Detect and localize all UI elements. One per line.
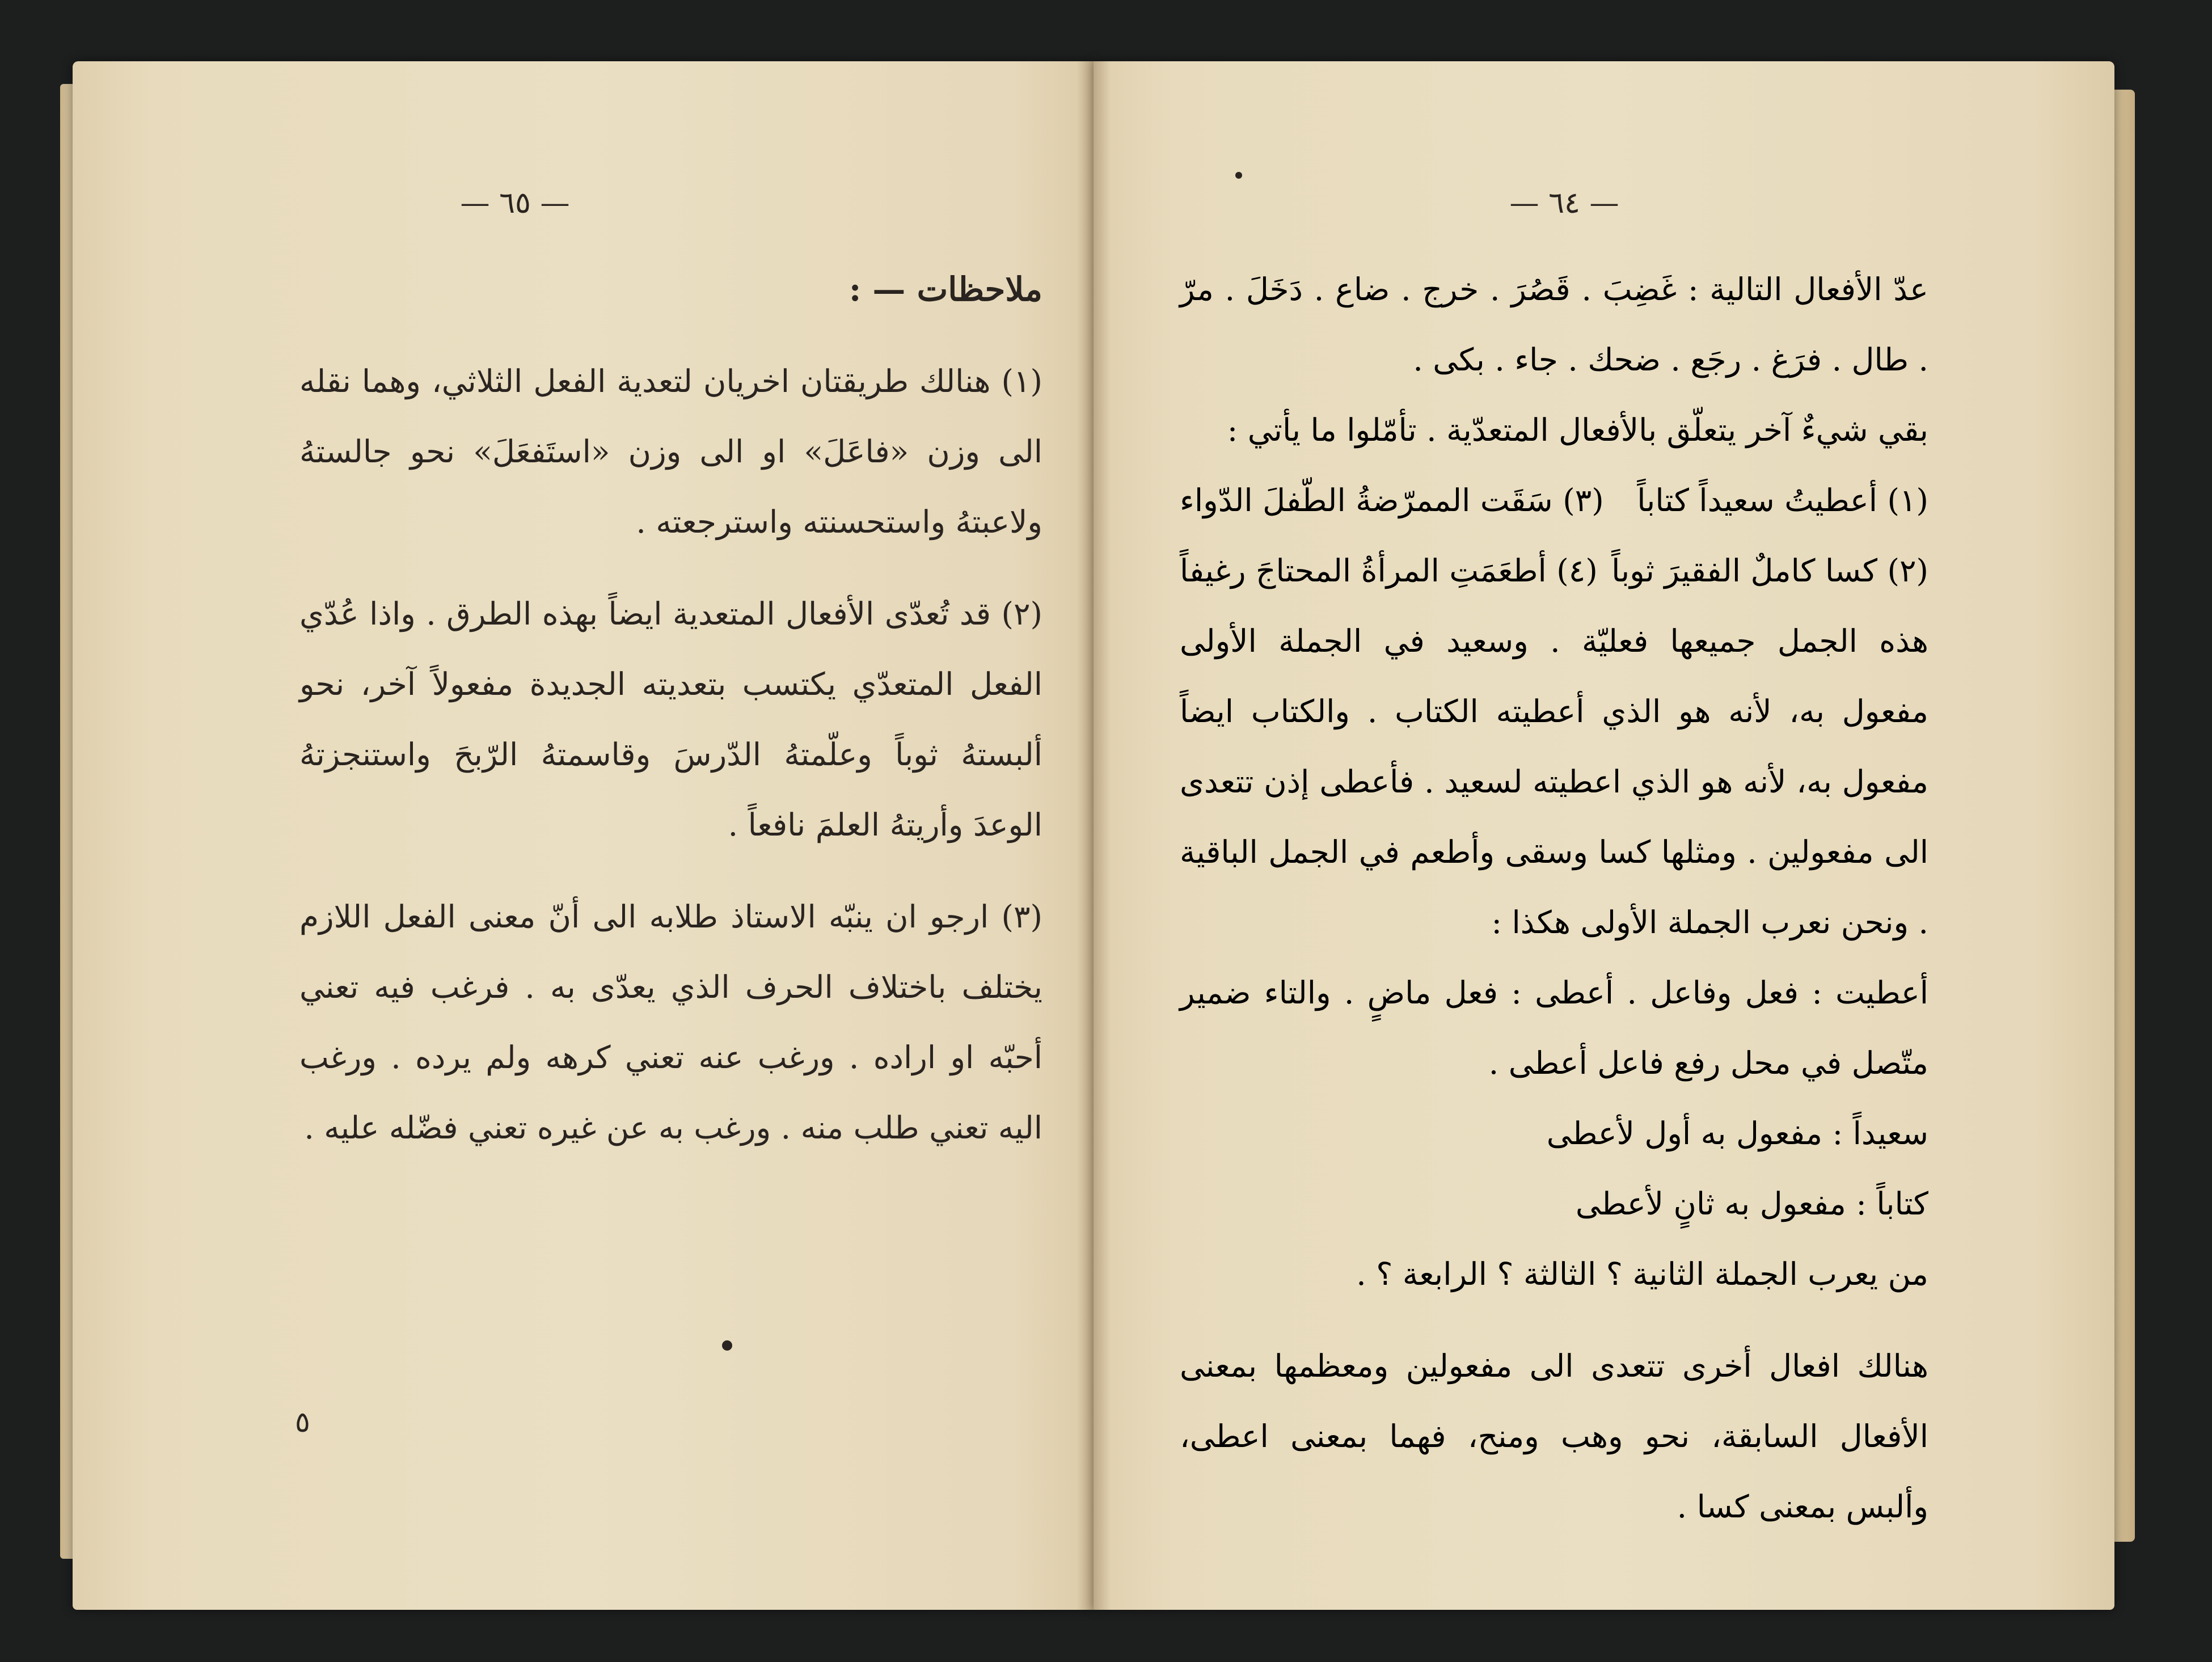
left-page — [73, 61, 1094, 1610]
left-page-text — [299, 254, 1042, 1163]
exercise-intro: عدّ الأفعال التالية : غَضِبَ . قَصُرَ . خرج . ضاع . دَخَلَ . مرّ . طال . فرَغ . رجَع . ضحك . جاء . بكى . — [1180, 271, 1928, 378]
note-paragraph-1: (١) هنالك طريقتان اخريان لتعدية الفعل الثلاثي، وهما نقله الى وزن «فاعَلَ» او الى وزن «استَفعَلَ» نحو جالستهُ ولاعبتهُ واستحسنته واسترجعته . — [299, 363, 1042, 540]
example-4: (٤) أطعَمَتِ المرأةُ المحتاجَ رغيفاً — [1180, 552, 1598, 589]
examples-row-2 — [1180, 535, 1928, 606]
example-1: (١) أعطيتُ سعيداً كتاباً — [1637, 482, 1928, 518]
right-page-text — [1180, 254, 1928, 1542]
example-3: (٣) سَقَت الممرّضةُ الطّفلَ الدّواء — [1180, 482, 1604, 518]
notes-heading: ملاحظات — : — [849, 270, 1042, 309]
examples-row-1 — [1180, 465, 1928, 535]
closing-paragraph: هنالك افعال أخرى تتعدى الى مفعولين ومعظمها بمعنى الأفعال السابقة، نحو وهب ومنح، فهما بمعنى اعطى، وألبس بمعنى كسا . — [1180, 1348, 1928, 1525]
ink-spot — [722, 1340, 732, 1351]
note-paragraph-3: (٣) ارجو ان ينبّه الاستاذ طلابه الى أنّ معنى الفعل اللازم يختلف باختلاف الحرف الذي يعدّى به . فرغب فيه تعني أحبّه او اراده . ورغب عنه تعني كرهه ولم يرده . ورغب اليه تعني طلب منه . ورغب به عن غيره تعني فضّله عليه . — [299, 899, 1042, 1146]
page-number: — ٦٥ — — [460, 186, 570, 220]
parsing-question: من يعرب الجملة الثانية ؟ الثالثة ؟ الرابعة ؟ . — [1356, 1256, 1928, 1292]
parsing-line-2: سعيداً : مفعول به أول لأعطى — [1546, 1115, 1928, 1151]
note-paragraph-2: (٢) قد تُعدّى الأفعال المتعدية ايضاً بهذه الطرق . واذا عُدّي الفعل المتعدّي يكتسب بتعديته الجديدة مفعولاً آخر، نحو ألبستهُ ثوباً وعلّمتهُ الدّرسَ وقاسمتهُ الرّبحَ واستنجزتهُ الوعدَ وأريتهُ العلمَ نافعاً . — [299, 596, 1042, 843]
ink-spot — [1235, 172, 1242, 179]
transitive-question: بقي شيءٌ آخر يتعلّق بالأفعال المتعدّية . تأمّلوا ما يأتي : — [1227, 412, 1928, 448]
explanation-paragraph: هذه الجمل جميعها فعليّة . وسعيد في الجملة الأولى مفعول به، لأنه هو الذي أعطيته الكتاب . والكتاب ايضاً مفعول به، لأنه هو الذي اعطيته لسعيد . فأعطى إذن تتعدى الى مفعولين . ومثلها كسا وسقى وأطعم في الجمل الباقية . ونحن نعرب الجملة الأولى هكذا : — [1180, 623, 1928, 940]
signature-mark: ٥ — [295, 1406, 310, 1439]
example-2: (٢) كسا كاملٌ الفقيرَ ثوباً — [1611, 552, 1928, 589]
book-gutter — [1077, 61, 1111, 1610]
parsing-line-3: كتاباً : مفعول به ثانٍ لأعطى — [1575, 1186, 1928, 1222]
parsing-line-1: أعطيت : فعل وفاعل . أعطى : فعل ماضٍ . والتاء ضمير متّصل في محل رفع فاعل أعطى . — [1180, 975, 1928, 1081]
page-number: — ٦٤ — — [1509, 186, 1619, 220]
